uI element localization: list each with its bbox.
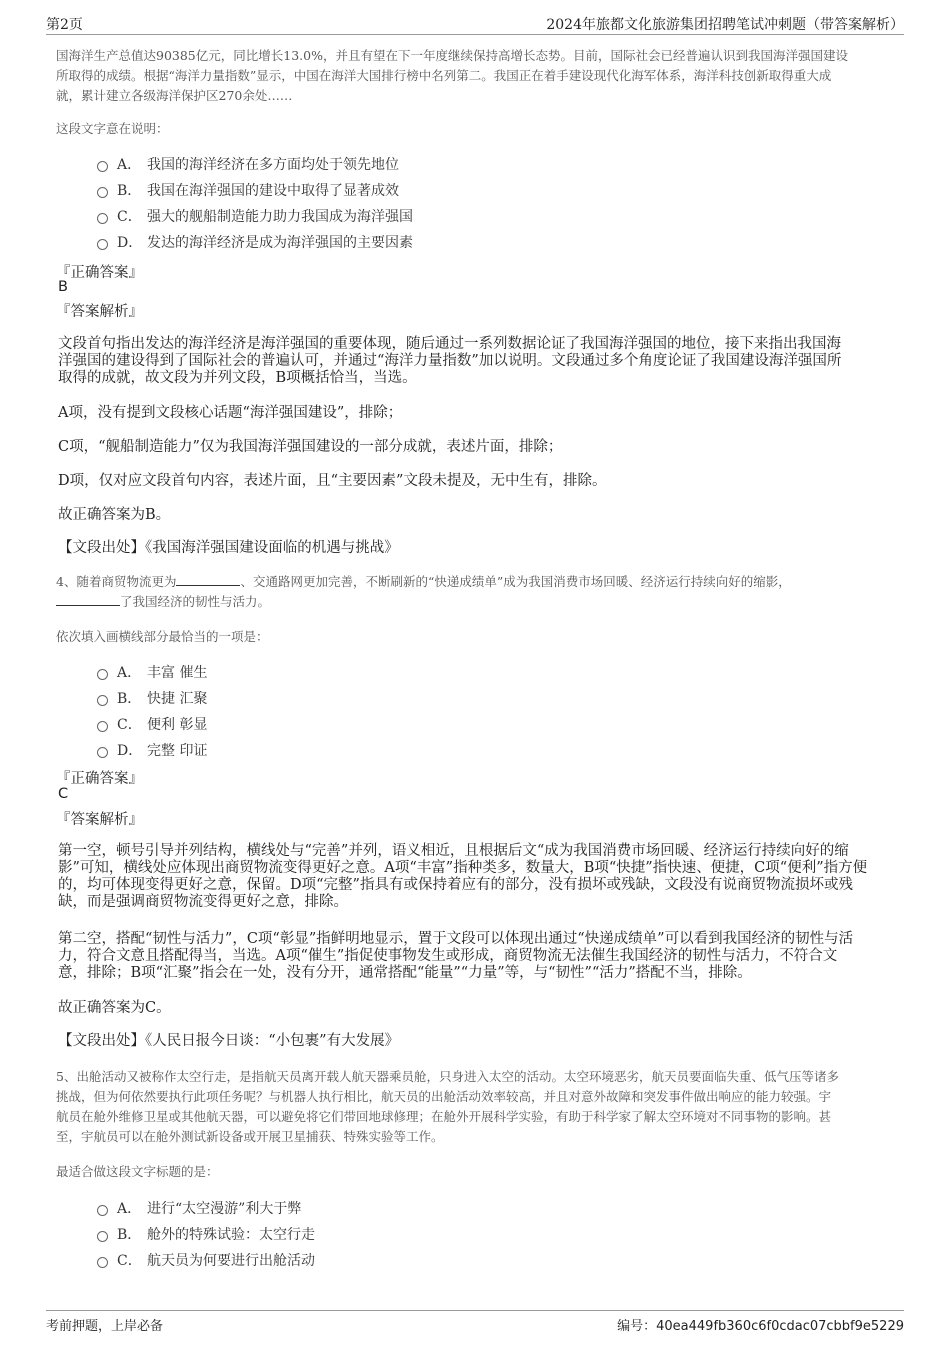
radio-icon[interactable] <box>97 1257 108 1268</box>
option-letter: C． <box>117 717 142 733</box>
q4-prompt: 依次填入画横线部分最恰当的一项是： <box>56 629 269 644</box>
option-letter: B． <box>117 1227 142 1243</box>
option-letter: B． <box>117 183 142 199</box>
code-label: 编号： <box>617 1319 657 1334</box>
q3-option-c[interactable] <box>97 206 413 226</box>
q3-answer-label: 『正确答案』 <box>56 265 143 281</box>
q5-option-a[interactable] <box>97 1198 301 1218</box>
option-text: 进行“太空漫游”利大于弊 <box>147 1201 302 1217</box>
source-label: 【文段出处】 <box>58 540 145 556</box>
q3-option-a[interactable] <box>97 154 399 174</box>
radio-icon[interactable] <box>97 721 108 732</box>
analysis-line: 力，符合文意且搭配得当，当选。A项“催生”指促使事物发生或形成，商贸物流无法催生我国经济的韧性与活力，不符合文 <box>58 948 838 964</box>
q4-conclusion: 故正确答案为C。 <box>58 1000 171 1016</box>
option-text: 便利 彰显 <box>147 717 208 733</box>
analysis-line: 第二空，搭配“韧性与活力”，C项“彰显”指鲜明地显示，置于文段可以体现出通过“快递成绩单”可以看到我国经济的韧性与活 <box>58 931 854 947</box>
code-value: 40ea449fb360c6f0cdac07cbbf9e5229 <box>656 1319 904 1334</box>
passage-line: 航员在舱外维修卫星或其他航天器，可以避免将它们带回地球修理；在舱外开展科学实验，有助于科学家了解太空环境对不同事物的影响。甚 <box>56 1109 832 1124</box>
radio-icon[interactable] <box>97 1231 108 1242</box>
q3-answer: B <box>58 279 68 295</box>
option-text: 舱外的特殊试验：太空行走 <box>147 1227 315 1243</box>
passage-line: 所取得的成绩。根据“海洋力量指数”显示，中国在海洋大国排行榜中名列第二。我国正在着手建设现代化海军体系，海洋科技创新取得重大成 <box>56 68 832 83</box>
q4-option-c[interactable] <box>97 714 207 734</box>
page-number: 第2页 <box>46 17 83 33</box>
option-text: 完整 印证 <box>147 743 208 759</box>
analysis-line: 洋强国的建设得到了国际社会的普遍认可，并通过“海洋力量指数”加以说明。文段通过多个角度论证了我国建设海洋强国所 <box>58 353 842 369</box>
document-title: 2024年旅都文化旅游集团招聘笔试冲刺题（带答案解析） <box>546 17 904 33</box>
option-letter: A． <box>117 1201 142 1217</box>
radio-icon[interactable] <box>97 669 108 680</box>
radio-icon[interactable] <box>97 213 108 224</box>
source-label: 【文段出处】 <box>58 1033 145 1049</box>
q4-analysis-label: 『答案解析』 <box>56 812 143 828</box>
fill-blank-2 <box>56 593 120 606</box>
q3-source <box>58 540 399 557</box>
passage-line: 5、出舱活动又被称作太空行走，是指航天员离开载人航天器乘员舱，只身进入太空的活动。太空环境恶劣，航天员要面临失重、低气压等诸多 <box>56 1069 839 1084</box>
q3-conclusion: 故正确答案为B。 <box>58 507 171 523</box>
radio-icon[interactable] <box>97 1205 108 1216</box>
q3-analysis-d: D项，仅对应文段首句内容，表述片面，且“主要因素”文段未提及，无中生有，排除。 <box>58 473 607 489</box>
passage-line: 就，累计建立各级海洋保护区270余处…… <box>56 88 293 103</box>
radio-icon[interactable] <box>97 187 108 198</box>
passage-line: 挑战，但为何依然要执行此项任务呢？与机器人执行相比，航天员的出舱活动效率较高，并且对意外故障和突发事件做出响应的能力较强。宇 <box>56 1089 832 1104</box>
analysis-line: 缺，而是强调商贸物流变得更好之意，排除。 <box>58 894 348 910</box>
q5-passage <box>56 1067 906 1147</box>
radio-icon[interactable] <box>97 161 108 172</box>
q4-analysis-blank-2 <box>58 931 898 982</box>
q4-answer: C <box>58 786 69 802</box>
option-text: 丰富 催生 <box>147 665 208 681</box>
analysis-line: 影”可知，横线处应体现出商贸物流变得更好之意。A项“丰富”指种类多，数量大，B项“快捷”指快速、便捷，C项“便利”指方便 <box>58 860 868 876</box>
radio-icon[interactable] <box>97 695 108 706</box>
source-title: 《我国海洋强国建设面临的机遇与挑战》 <box>145 540 399 556</box>
option-letter: B． <box>117 691 142 707</box>
q3-option-b[interactable] <box>97 180 399 200</box>
stem-part: 了我国经济的韧性与活力。 <box>120 594 271 609</box>
q5-option-b[interactable] <box>97 1224 315 1244</box>
option-letter: A． <box>117 665 142 681</box>
q3-prompt: 这段文字意在说明： <box>56 121 169 136</box>
q4-answer-label: 『正确答案』 <box>56 771 143 787</box>
q5-prompt: 最适合做这段文字标题的是： <box>56 1164 219 1179</box>
q5-option-c[interactable] <box>97 1250 315 1270</box>
analysis-line: 意，排除；B项“汇聚”指会在一处，没有分开，通常搭配“能量”“力量”等，与“韧性”“活力”搭配不当，排除。 <box>58 965 752 981</box>
q4-analysis-blank-1 <box>58 843 898 911</box>
option-text: 我国在海洋强国的建设中取得了显著成效 <box>147 183 399 199</box>
radio-icon[interactable] <box>97 747 108 758</box>
option-letter: C． <box>117 209 142 225</box>
q4-option-b[interactable] <box>97 688 207 708</box>
q4-option-a[interactable] <box>97 662 207 682</box>
analysis-line: 文段首句指出发达的海洋经济是海洋强国的重要体现，随后通过一系列数据论证了我国海洋强国的地位，接下来指出我国海 <box>58 336 841 352</box>
analysis-line: 取得的成就，故文段为并列文段，B项概括恰当，当选。 <box>58 370 417 386</box>
q4-option-d[interactable] <box>97 740 207 760</box>
analysis-line: 的，均可体现变得更好之意，保留。D项“完整”指具有或保持着应有的部分，没有损坏或残缺，文段没有说商贸物流损坏或残 <box>58 877 853 893</box>
q4-stem <box>56 572 906 612</box>
option-text: 航天员为何要进行出舱活动 <box>147 1253 315 1269</box>
analysis-line: 第一空，顿号引导并列结构，横线处与“完善”并列，语义相近，且根据后文“成为我国消费市场回暖、经济运行持续向好的缩 <box>58 843 849 859</box>
q3-analysis-paragraph <box>58 336 898 387</box>
q3-analysis-label: 『答案解析』 <box>56 304 143 320</box>
option-text: 发达的海洋经济是成为海洋强国的主要因素 <box>147 235 413 251</box>
q3-option-d[interactable] <box>97 232 413 252</box>
page-footer <box>46 1310 904 1335</box>
option-letter: D． <box>117 235 143 251</box>
source-title: 《人民日报今日谈：“小包裹”有大发展》 <box>145 1033 400 1049</box>
stem-part: 、交通路网更加完善，不断刷新的“快递成绩单”成为我国消费市场回暖、经济运行持续向好的缩影， <box>240 574 791 589</box>
option-letter: D． <box>117 743 143 759</box>
option-letter: C． <box>117 1253 142 1269</box>
radio-icon[interactable] <box>97 239 108 250</box>
q4-source <box>58 1033 399 1050</box>
option-text: 快捷 汇聚 <box>147 691 208 707</box>
q3-analysis-a: A项，没有提到文段核心话题“海洋强国建设”，排除； <box>58 405 403 421</box>
page-header <box>46 12 904 35</box>
passage-line: 国海洋生产总值达90385亿元，同比增长13.0%，并且有望在下一年度继续保持高增长态势。目前，国际社会已经普遍认识到我国海洋强国建设 <box>56 48 848 63</box>
fill-blank-1 <box>176 573 240 586</box>
passage-line: 至，宇航员可以在舱外测试新设备或开展卫星捕获、特殊实验等工作。 <box>56 1129 444 1144</box>
footer-slogan: 考前押题，上岸必备 <box>46 1319 164 1334</box>
q3-analysis-c: C项，“舰船制造能力”仅为我国海洋强国建设的一部分成就，表述片面，排除； <box>58 439 563 455</box>
stem-part: 4、随着商贸物流更为 <box>56 574 177 589</box>
q3-passage <box>56 46 906 106</box>
option-text: 强大的舰船制造能力助力我国成为海洋强国 <box>147 209 413 225</box>
option-text: 我国的海洋经济在多方面均处于领先地位 <box>147 157 399 173</box>
option-letter: A． <box>117 157 142 173</box>
document-code <box>617 1315 904 1334</box>
